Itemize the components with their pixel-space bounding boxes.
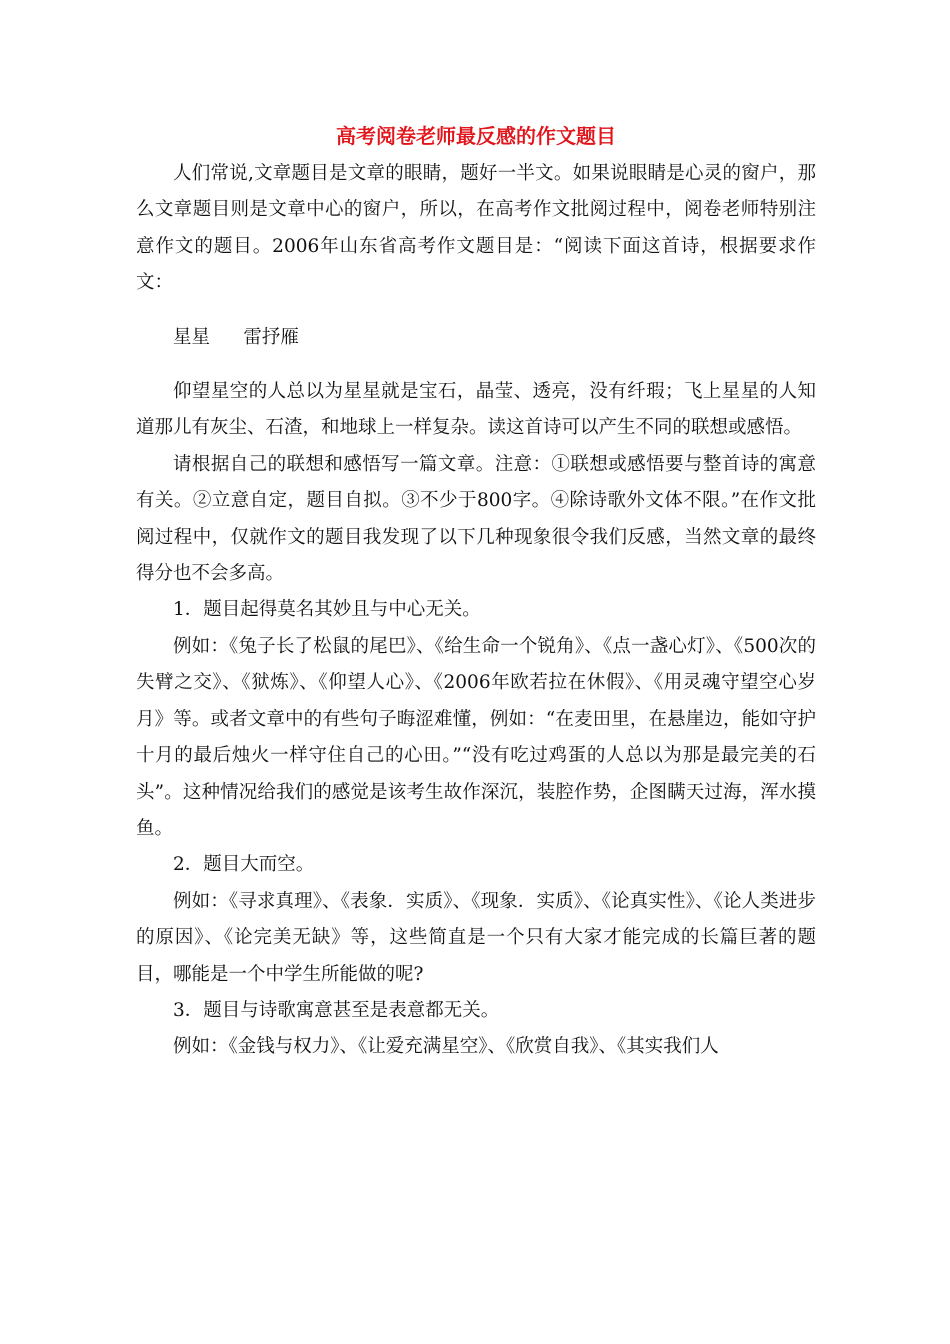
section-heading-2: 2．题目大而空。 <box>173 854 315 876</box>
document-body <box>136 118 816 1066</box>
section-heading-3: 3．题目与诗歌寓意甚至是表意都无关。 <box>173 999 500 1021</box>
poem-body-paragraph: 仰望星空的人总以为星星就是宝石，晶莹、透亮，没有纤瑕；飞上星星的人知道那儿有灰尘、石渣，和地球上一样复杂。读这首诗可以产生不同的联想或感悟。 <box>136 381 816 439</box>
poem-author: 雷抒雁 <box>243 326 299 348</box>
section-body-2: 例如：《寻求真理》、《表象．实质》、《现象．实质》、《论真实性》、《论人类进步的原因》、《论完美无缺》等，这些简直是一个只有大家才能完成的长篇巨著的题目，哪能是一个中学生所能做的呢? <box>136 890 816 985</box>
requirements-paragraph: 请根据自己的联想和感悟写一篇文章。注意：①联想或感悟要与整首诗的寓意有关。②立意自定，题目自拟。③不少于800字。④除诗歌外文体不限。”在作文批阅过程中，仅就作文的题目我发现了以下几种现象很令我们反感，当然文章的最终得分也不会多高。 <box>136 453 816 585</box>
poem-heading <box>136 320 816 356</box>
document-title: 高考阅卷老师最反感的作文题目 <box>336 124 616 148</box>
poem-title: 星星 <box>173 326 211 348</box>
section-body-3: 例如：《金钱与权力》、《让爱充满星空》、《欣赏自我》、《其实我们人 <box>173 1036 719 1058</box>
section-body-1: 例如：《兔子长了松鼠的尾巴》、《给生命一个锐角》、《点一盏心灯》、《500次的失臂之交》、《狱炼》、《仰望人心》、《2006年欧若拉在休假》、《用灵魂守望空心岁月》等。或者文章中的有些句子晦涩难懂，例如：“在麦田里，在悬崖边，能如守护十月的最后烛火一样守住自己的心田。”“没有吃过鸡蛋的人总以为那是最完美的石头”。这种情况给我们的感觉是该考生故作深沉，装腔作势，企图瞒天过海，浑水摸鱼。 <box>136 635 816 839</box>
intro-paragraph: 人们常说,文章题目是文章的眼睛，题好一半文。如果说眼睛是心灵的窗户，那么文章题目则是文章中心的窗户，所以，在高考作文批阅过程中，阅卷老师特别注意作文的题目。2006年山东省高考作文题目是：“阅读下面这首诗，根据要求作文： <box>136 163 816 294</box>
section-heading-1: 1．题目起得莫名其妙且与中心无关。 <box>173 599 481 621</box>
